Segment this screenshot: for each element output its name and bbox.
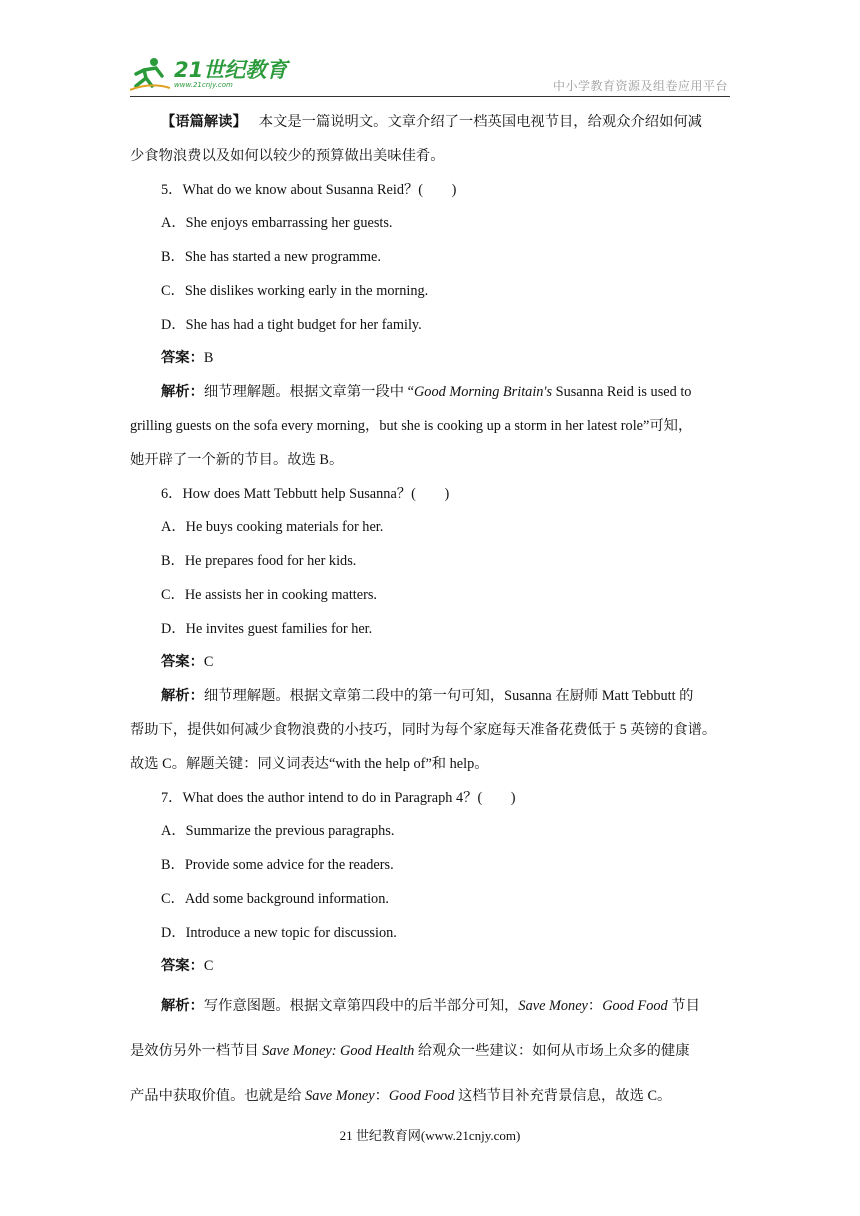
question-6-analysis-line-1: 解析：细节理解题。根据文章第二段中的第一句可知，Susanna 在厨师 Matt Tebbutt 的	[161, 688, 694, 704]
question-5-option-d: D．She has had a tight budget for her family.	[161, 317, 422, 333]
question-7-analysis-line-3: 产品中获取价值。也就是给 Save Money：Good Food 这档节目补充背景信息，故选 C。	[130, 1088, 672, 1104]
question-6-analysis-line-2: 帮助下，提供如何减少食物浪费的小技巧，同时为每个家庭每天准备花费低于 5 英镑的食谱。	[130, 722, 717, 738]
question-5-analysis-line-1: 解析：细节理解题。根据文章第一段中 “Good Morning Britain's Susanna Reid is used to	[161, 384, 692, 400]
logo-url: www.21cnjy.com	[174, 80, 233, 89]
question-6-answer: 答案：C	[161, 654, 214, 670]
question-6-analysis-line-3: 故选 C。解题关键：同义词表达“with the help of”和 help。	[130, 756, 489, 772]
logo-text: 21世纪教育	[174, 57, 288, 82]
question-7-option-b: B．Provide some advice for the readers.	[161, 857, 394, 873]
question-7-option-a: A．Summarize the previous paragraphs.	[161, 823, 395, 839]
question-5-option-c: C．She dislikes working early in the morning.	[161, 283, 429, 299]
question-6-option-a: A．He buys cooking materials for her.	[161, 519, 384, 535]
question-7-option-c: C．Add some background information.	[161, 891, 389, 907]
page-footer: 21 世纪教育网(www.21cnjy.com)	[339, 1128, 521, 1143]
passage-analysis-label: 【语篇解读】	[161, 114, 247, 130]
question-5-stem: 5．What do we know about Susanna Reid？( )	[161, 182, 457, 198]
question-5-answer: 答案：B	[161, 350, 214, 366]
question-6-option-c: C．He assists her in cooking matters.	[161, 587, 378, 603]
site-logo	[130, 56, 287, 92]
question-5-analysis-line-3: 她开辟了一个新的节目。故选 B。	[130, 452, 344, 468]
passage-analysis-line-1: 【语篇解读】 本文是一篇说明文。文章介绍了一档英国电视节目，给观众介绍如何减	[161, 114, 702, 130]
passage-analysis-line-2: 少食物浪费以及如何以较少的预算做出美味佳肴。	[130, 148, 445, 164]
question-5-option-b: B．She has started a new programme.	[161, 249, 381, 265]
page-header	[130, 52, 730, 97]
question-7-stem: 7．What does the author intend to do in Paragraph 4？( )	[161, 790, 516, 806]
header-tagline: 中小学教育资源及组卷应用平台	[552, 79, 728, 93]
question-5-option-a: A．She enjoys embarrassing her guests.	[161, 215, 393, 231]
runner-logo-icon	[130, 56, 170, 92]
question-7-answer: 答案：C	[161, 958, 214, 974]
question-6-option-b: B．He prepares food for her kids.	[161, 553, 357, 569]
question-6-option-d: D．He invites guest families for her.	[161, 621, 373, 637]
question-7-analysis-line-1: 解析：写作意图题。根据文章第四段中的后半部分可知，Save Money：Good Food 节目	[161, 998, 700, 1014]
question-6-stem: 6．How does Matt Tebbutt help Susanna？( )	[161, 486, 450, 502]
question-5-analysis-line-2: grilling guests on the sofa every morning，but she is cooking up a storm in her latest role”可知，	[130, 418, 693, 434]
question-7-analysis-line-2: 是效仿另外一档节目 Save Money: Good Health 给观众一些建议：如何从市场上众多的健康	[130, 1043, 690, 1059]
question-7-option-d: D．Introduce a new topic for discussion.	[161, 925, 397, 941]
